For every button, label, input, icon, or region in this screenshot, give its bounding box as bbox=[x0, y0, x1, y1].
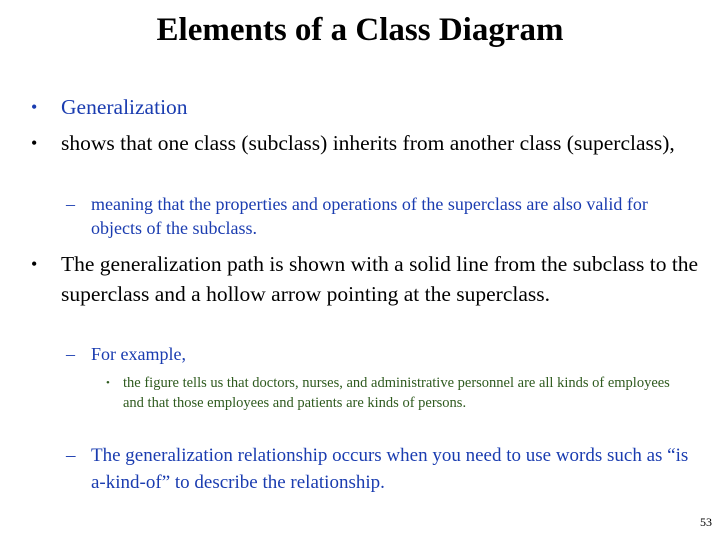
dash-marker: – bbox=[66, 445, 76, 466]
sub-item-properties-valid bbox=[66, 192, 701, 240]
bullet-item-subclass-inherits bbox=[31, 128, 701, 158]
slide-title: Elements of a Class Diagram bbox=[156, 12, 564, 48]
bullet-item-generalization-path bbox=[31, 249, 701, 309]
dash-marker: – bbox=[66, 344, 75, 364]
page-number: 53 bbox=[700, 515, 712, 529]
bullet-marker: • bbox=[31, 97, 38, 117]
sub-item-for-example bbox=[66, 342, 701, 366]
bullet-text: The generalization path is shown with a solid line from the subclass to the superclass and a hollow arrow pointing at the superclass. bbox=[61, 252, 699, 306]
sub-item-generalization-relationship bbox=[66, 442, 701, 496]
sub-item-text: The generalization relationship occurs when you need to use words such as “is a-kind-of” to describe the relationship. bbox=[91, 445, 689, 493]
bullet-text: shows that one class (subclass) inherits from another class (superclass), bbox=[61, 131, 675, 155]
bullet-marker: • bbox=[31, 254, 38, 274]
dash-marker: – bbox=[66, 194, 75, 214]
bullet-text: Generalization bbox=[61, 95, 188, 119]
bullet-marker: • bbox=[106, 377, 110, 389]
sub-sub-item-figure-explanation bbox=[106, 373, 683, 413]
bullet-item-generalization bbox=[31, 92, 701, 122]
sub-item-text: meaning that the properties and operations of the superclass are also valid for objects of the subclass. bbox=[91, 194, 648, 238]
bullet-marker: • bbox=[31, 133, 38, 153]
sub-sub-item-text: the figure tells us that doctors, nurses, and administrative personnel are all kinds of employees and that those employees and patients are kinds of persons. bbox=[123, 375, 670, 411]
sub-item-text: For example, bbox=[91, 344, 186, 364]
